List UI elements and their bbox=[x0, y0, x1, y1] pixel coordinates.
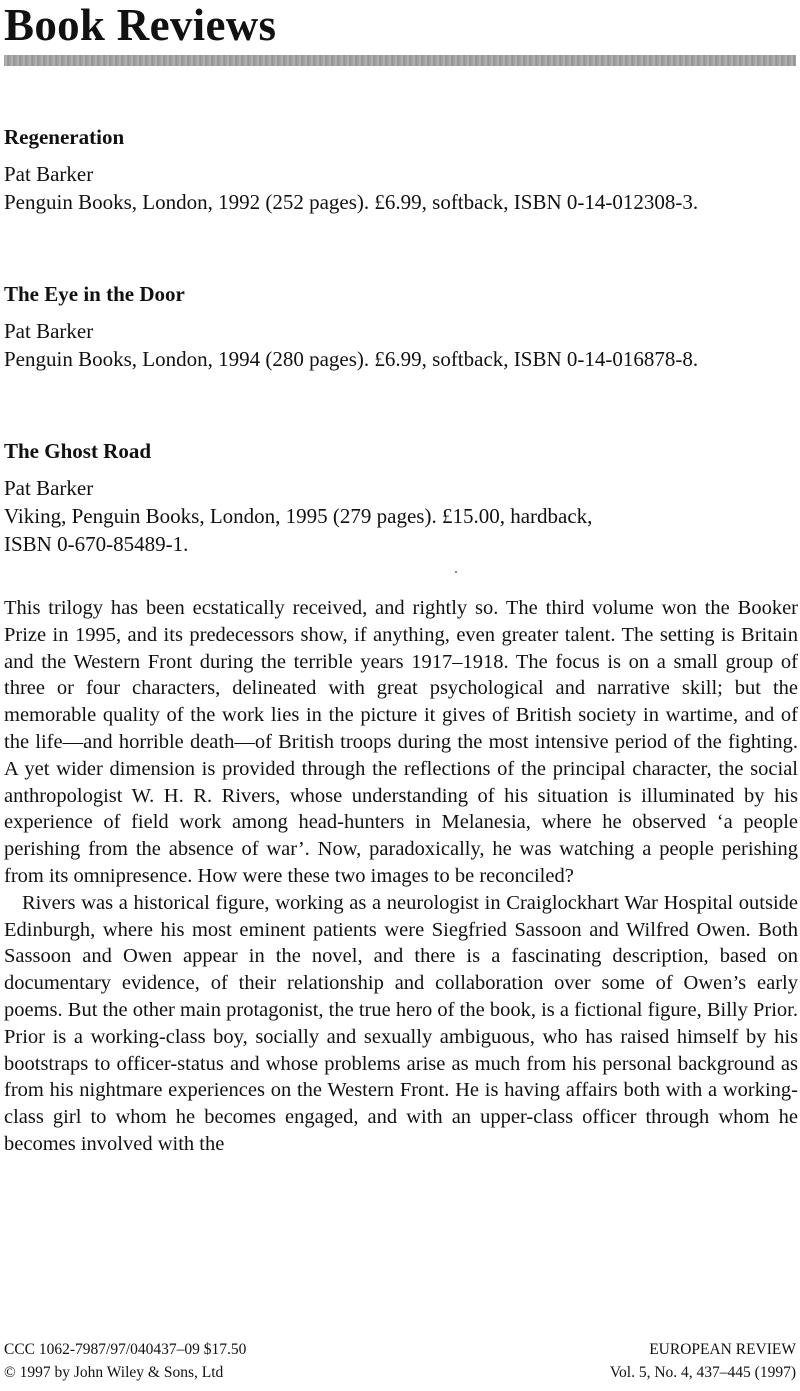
copyright-notice: © 1997 by John Wiley & Sons, Ltd bbox=[4, 1364, 224, 1381]
review-paragraph: Rivers was a historical figure, working as a neurologist in Craiglockhart War Hospital outside Edinburgh, where his most eminent patients were Siegfried Sassoon and Wilfred Owen. Both Sassoon and Owen appear in the novel, and there is a fascinating description, based on documentary evidence, of their relationship and collaboration over some of Owen’s early poems. But the other main protagonist, the true hero of the book, is a fictional figure, Billy Prior. Prior is a working-class boy, socially and sexually ambiguous, who has raised himself by his bootstraps to officer-status and whose problems arise as much from his personal background as from his nightmare experiences on the Western Front. He is having affairs both with a working-class girl to whom he becomes engaged, and with an upper-class officer through whom he becomes involved with the bbox=[4, 891, 798, 1155]
review-paragraph: This trilogy has been ecstatically received, and rightly so. The third volume won the Booker Prize in 1995, and its predecessors show, if anything, even greater talent. The setting is Britain and the Western Front during the terrible years 1917–1918. The focus is on a small group of three or four characters, delineated with great psychological and narrative skill; but the memorable quality of the work lies in the picture it gives of British society in wartime, and of the life—and horrible death—of British troops during the most intensive period of the fighting. A yet wider dimension is provided through the reflections of the principal character, the social anthropologist W. H. R. Rivers, whose understanding of his situation is illuminated by his experience of field work among head-hunters in Melanesia, where he observed ‘a people perishing from the absence of war’. Now, paradoxically, he was watching a people perishing from its omnipresence. How were these two images to be reconciled? bbox=[4, 597, 798, 887]
ccc-code: CCC 1062-7987/97/040437–09 $17.50 bbox=[4, 1341, 247, 1358]
book-publication-details: Viking, Penguin Books, London, 1995 (279 pages). £15.00, hardback, bbox=[4, 504, 593, 528]
review-body bbox=[4, 595, 798, 1158]
section-title: Book Reviews bbox=[4, 0, 277, 50]
book-entry-eye-in-the-door bbox=[4, 281, 796, 373]
book-isbn: ISBN 0-670-85489-1. bbox=[4, 532, 189, 556]
book-title: The Eye in the Door bbox=[4, 282, 185, 306]
print-speck bbox=[455, 571, 457, 573]
book-entry-regeneration bbox=[4, 124, 796, 216]
book-publication-details: Penguin Books, London, 1994 (280 pages). £6.99, softback, ISBN 0-14-016878-8. bbox=[4, 347, 699, 371]
journal-name: EUROPEAN REVIEW bbox=[649, 1341, 796, 1358]
book-author: Pat Barker bbox=[4, 319, 94, 343]
book-publication-details: Penguin Books, London, 1992 (252 pages). £6.99, softback, ISBN 0-14-012308-3. bbox=[4, 190, 699, 214]
book-author: Pat Barker bbox=[4, 162, 94, 186]
book-entry-ghost-road bbox=[4, 438, 796, 558]
book-title: The Ghost Road bbox=[4, 439, 152, 463]
book-author: Pat Barker bbox=[4, 476, 94, 500]
book-title: Regeneration bbox=[4, 125, 125, 149]
volume-info: Vol. 5, No. 4, 437–445 (1997) bbox=[609, 1364, 796, 1381]
footer-left bbox=[4, 1338, 246, 1384]
footer-right bbox=[610, 1338, 796, 1384]
title-rule bbox=[4, 55, 796, 66]
